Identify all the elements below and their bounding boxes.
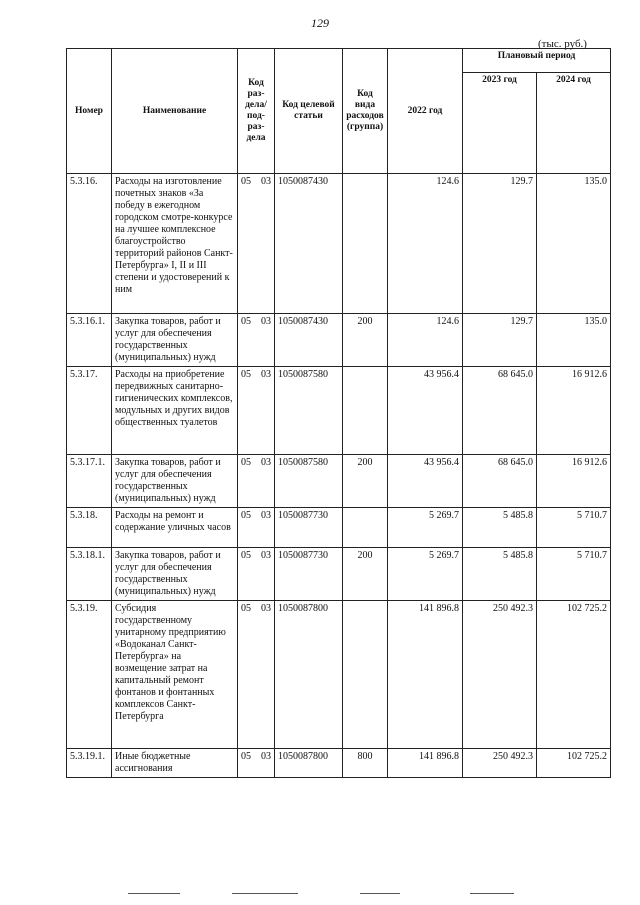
row-section-code: 05 [241, 316, 251, 327]
row-section [238, 367, 275, 455]
row-number: 5.3.17.1. [67, 455, 112, 508]
table-row [67, 314, 611, 367]
table-row [67, 548, 611, 601]
header-section: Код раз-дела/ под-раз-дела [238, 49, 275, 174]
row-section-code: 05 [241, 457, 251, 468]
row-target: 1050087430 [275, 314, 343, 367]
header-name: Наименование [112, 49, 238, 174]
row-subsection-code: 03 [261, 603, 271, 614]
row-section-code: 05 [241, 603, 251, 614]
row-subsection-code: 03 [261, 751, 271, 762]
table-row [67, 367, 611, 455]
row-2022: 124.6 [388, 314, 463, 367]
row-subsection-code: 03 [261, 316, 271, 327]
table-row [67, 174, 611, 314]
table-row [67, 455, 611, 508]
row-number: 5.3.19. [67, 601, 112, 749]
row-2024: 135.0 [537, 314, 611, 367]
header-number: Номер [67, 49, 112, 174]
row-section-code: 05 [241, 176, 251, 187]
row-kind: 200 [343, 314, 388, 367]
page-number: 129 [311, 16, 329, 30]
row-section-code: 05 [241, 550, 251, 561]
row-2023: 129.7 [463, 174, 537, 314]
row-subsection-code: 03 [261, 176, 271, 187]
row-target: 1050087730 [275, 548, 343, 601]
table-row [67, 601, 611, 749]
row-number: 5.3.18.1. [67, 548, 112, 601]
row-2023: 68 645.0 [463, 455, 537, 508]
row-section [238, 749, 275, 778]
budget-table [66, 48, 611, 778]
row-2024: 16 912.6 [537, 367, 611, 455]
row-section [238, 508, 275, 548]
row-kind: 200 [343, 548, 388, 601]
row-name: Расходы на приобретение передвижных санитарно-гигиенических комплексов, модульных и других видов общественных туалетов [112, 367, 238, 455]
row-subsection-code: 03 [261, 457, 271, 468]
row-number: 5.3.16.1. [67, 314, 112, 367]
row-section [238, 601, 275, 749]
row-2024: 5 710.7 [537, 548, 611, 601]
row-name: Иные бюджетные ассигнования [112, 749, 238, 778]
row-section [238, 314, 275, 367]
row-2023: 250 492.3 [463, 749, 537, 778]
row-kind [343, 174, 388, 314]
row-2024: 16 912.6 [537, 455, 611, 508]
row-target: 1050087800 [275, 601, 343, 749]
row-2024: 5 710.7 [537, 508, 611, 548]
row-2022: 5 269.7 [388, 508, 463, 548]
row-kind: 200 [343, 455, 388, 508]
row-2022: 124.6 [388, 174, 463, 314]
row-subsection-code: 03 [261, 510, 271, 521]
row-target: 1050087730 [275, 508, 343, 548]
row-section [238, 548, 275, 601]
row-2022: 5 269.7 [388, 548, 463, 601]
row-section [238, 455, 275, 508]
row-2022: 141 896.8 [388, 601, 463, 749]
row-subsection-code: 03 [261, 550, 271, 561]
header-expense: Код вида расходов (группа) [343, 49, 388, 174]
header-target: Код целевой статьи [275, 49, 343, 174]
row-kind: 800 [343, 749, 388, 778]
header-2023: 2023 год [463, 73, 537, 174]
row-subsection-code: 03 [261, 369, 271, 380]
row-target: 1050087800 [275, 749, 343, 778]
row-number: 5.3.18. [67, 508, 112, 548]
row-section [238, 174, 275, 314]
row-number: 5.3.19.1. [67, 749, 112, 778]
row-2024: 135.0 [537, 174, 611, 314]
header-plan: Плановый период [463, 49, 611, 73]
row-name: Закупка товаров, работ и услуг для обеспечения государственных (муниципальных) нужд [112, 455, 238, 508]
row-name: Закупка товаров, работ и услуг для обеспечения государственных (муниципальных) нужд [112, 548, 238, 601]
row-2024: 102 725.2 [537, 601, 611, 749]
row-name: Закупка товаров, работ и услуг для обеспечения государственных (муниципальных) нужд [112, 314, 238, 367]
row-number: 5.3.16. [67, 174, 112, 314]
header-2024: 2024 год [537, 73, 611, 174]
row-2023: 68 645.0 [463, 367, 537, 455]
row-2022: 141 896.8 [388, 749, 463, 778]
row-2022: 43 956.4 [388, 367, 463, 455]
row-name: Расходы на изготовление почетных знаков «За победу в ежегодном городском смотре-конкурсе на лучшее комплексное благоустройство территорий районов Санкт-Петербурга» I, II и III степени и удостоверений к ним [112, 174, 238, 314]
row-name: Субсидия государственному унитарному предприятию «Водоканал Санкт-Петербурга» на возмещение затрат на капитальный ремонт фонтанов и фонтанных комплексов Санкт-Петербурга [112, 601, 238, 749]
row-section-code: 05 [241, 751, 251, 762]
units-label: (тыс. руб.) [538, 38, 587, 50]
row-kind [343, 367, 388, 455]
row-section-code: 05 [241, 510, 251, 521]
row-2022: 43 956.4 [388, 455, 463, 508]
row-name: Расходы на ремонт и содержание уличных часов [112, 508, 238, 548]
row-target: 1050087430 [275, 174, 343, 314]
row-target: 1050087580 [275, 455, 343, 508]
row-section-code: 05 [241, 369, 251, 380]
row-2023: 129.7 [463, 314, 537, 367]
row-kind [343, 601, 388, 749]
table-row [67, 749, 611, 778]
header-2022: 2022 год [388, 49, 463, 174]
table-row [67, 508, 611, 548]
row-2023: 250 492.3 [463, 601, 537, 749]
row-2024: 102 725.2 [537, 749, 611, 778]
footer-rule [0, 893, 640, 897]
row-number: 5.3.17. [67, 367, 112, 455]
row-target: 1050087580 [275, 367, 343, 455]
row-2023: 5 485.8 [463, 508, 537, 548]
row-kind [343, 508, 388, 548]
row-2023: 5 485.8 [463, 548, 537, 601]
